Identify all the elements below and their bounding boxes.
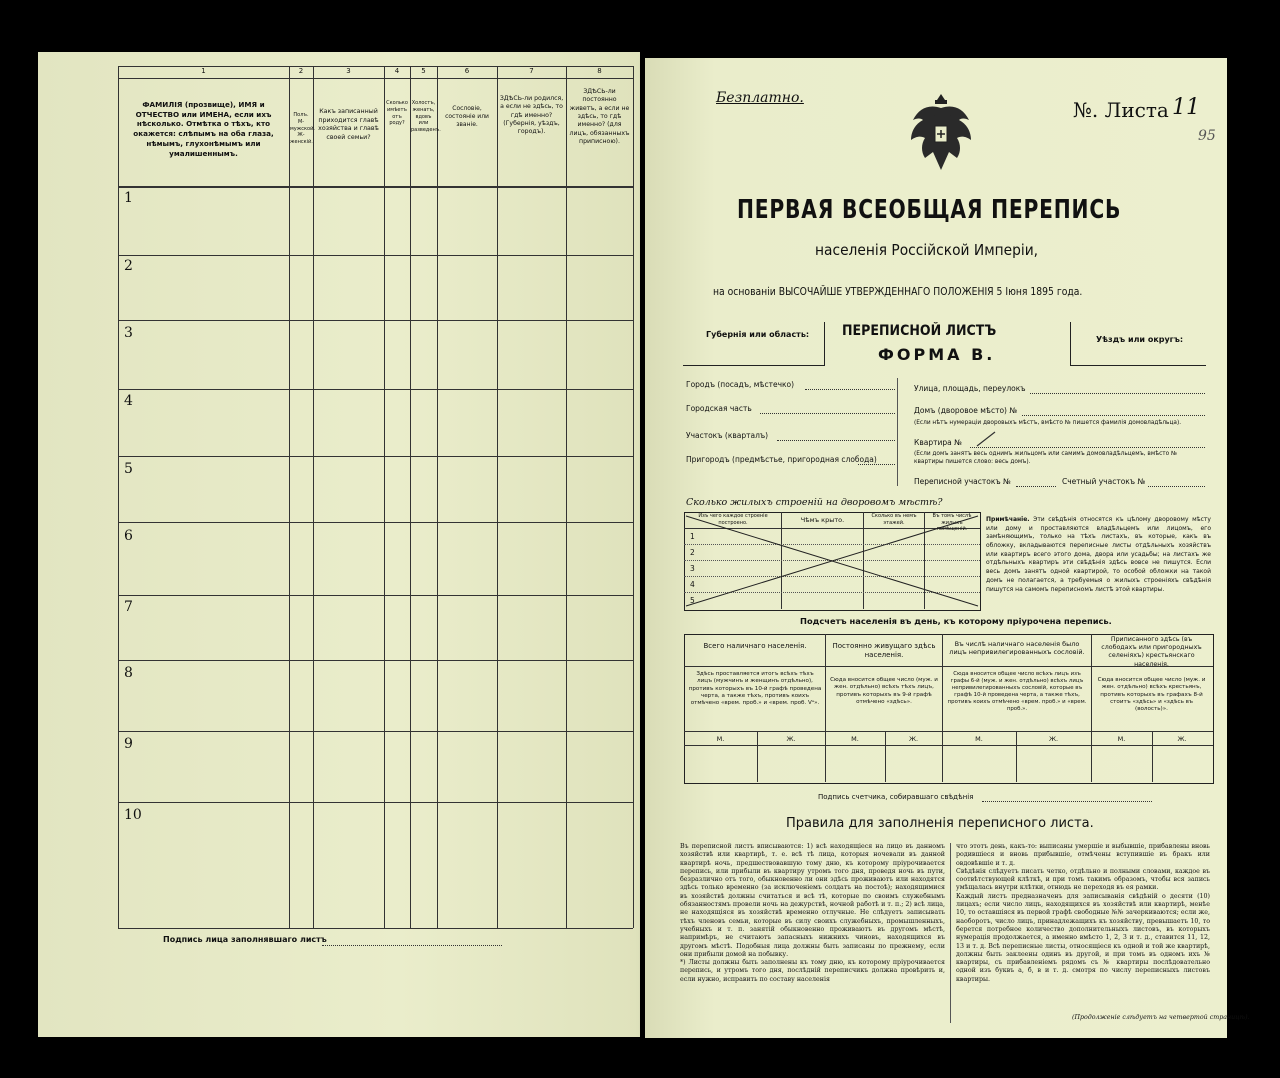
row-number: 9 — [124, 736, 133, 752]
buildings-header-floors: Сколько въ немъ этажей. — [871, 513, 917, 526]
header-estate: Сословіе, состояніе или званіе. — [445, 105, 489, 129]
sheet-number-value: 11 — [1172, 95, 1200, 120]
count-female-label: Ж. — [1177, 735, 1187, 743]
address-quarter: Участокъ (кварталъ) — [686, 431, 769, 440]
counting-district: Счетный участокъ № — [1062, 477, 1146, 486]
rules-title: Правила для заполненія переписного листа. — [786, 816, 1094, 831]
header-sex: Полъ. М-мужской. Ж-женскій. — [290, 112, 315, 145]
address-house-note: (Если нѣтъ нумераціи дворовыхъ мѣстъ, вмѣсто № пишется фамилія домовладѣльца). — [914, 420, 1182, 426]
col-num-1: 1 — [201, 67, 206, 75]
buildings-note — [986, 516, 1211, 594]
note-text: Эти свѣдѣнія относятся къ цѣлому дворовому мѣсту или дому и проставляются владѣльцемъ или лицомъ, его замѣняющимъ, только на тѣхъ листахъ, въ которые, какъ въ обложку, вкладываются переписные листы отдѣльныхъ хозяйствъ или квартиръ всего этого дома, двора или усадьбы; на листахъ же отдѣльныхъ квартиръ эти свѣдѣнія здѣсь вовсе не пишутся. Если весь домъ занятъ одной квартирой, то особой обложки на такой домъ не полагается, а требуемыя о жилыхъ строеніяхъ свѣдѣнія пишутся на самомъ переписномъ листѣ этой квартиры. — [986, 516, 1211, 593]
address-house: Домъ (дворовое мѣсто) № — [914, 406, 1018, 415]
address-suburb: Пригородъ (предмѣстье, пригородная слобода) — [686, 455, 877, 464]
address-apartment-note: (Если домъ занятъ весь однимъ жильцомъ или самимъ домовладѣльцемъ, вмѣсто № квартиры пишется слово: весь домъ). — [914, 451, 1178, 465]
address-district: Городская часть — [686, 404, 752, 413]
left-signature-label: Подпись лица заполнявшаго листъ — [163, 935, 327, 944]
col-num-8: 8 — [597, 67, 602, 75]
sheet-title: ПЕРЕПИСНОЙ ЛИСТЪ — [842, 323, 997, 339]
buildings-row-number: 1 — [690, 532, 695, 541]
count-female-label: Ж. — [908, 735, 919, 743]
count-header-permanent: Постоянно живущаго здѣсь населенія. — [832, 642, 936, 660]
header-marital: Холостъ, женатъ, вдовъ или разведенъ. — [411, 100, 441, 133]
double-headed-eagle-emblem — [905, 90, 977, 180]
header-birthplace: ЗДѢСЬ-ли родился, а если не здѣсь, то гдѣ именно? (Губернія, уѣздъ, городъ). — [499, 95, 564, 136]
header-name: ФАМИЛІЯ (прозвище), ИМЯ и ОТЧЕСТВО или ИМЕНА, если ихъ нѣсколько. Отмѣтка о тѣхъ, кто окажется: слѣпымъ на оба глаза, нѣмымъ, глухонѣмымъ или умалишеннымъ. — [133, 100, 274, 158]
count-male-label: М. — [975, 735, 983, 743]
header-relation: Какъ записанный приходится главѣ хозяйства и главѣ своей семьи? — [318, 108, 379, 141]
count-title: Подсчетъ населенія въ день, къ которому пріурочена перепись. — [800, 616, 1112, 626]
buildings-question: Сколько жилыхъ строеній на дворовомъ мѣстѣ? — [686, 497, 943, 508]
buildings-row-number: 4 — [690, 580, 695, 589]
sheet-number-label: №. Листа — [1073, 98, 1169, 122]
count-header-present: Всего наличнаго населенія. — [703, 642, 807, 650]
free-label: Безплатно. — [716, 90, 804, 106]
header-residence: ЗДѢСЬ-ли постоянно живетъ, а если не здѣсь, то гдѣ именно? (для лицъ, обязанныхъ приписною). — [569, 88, 630, 146]
title: ПЕРВАЯ ВСЕОБЩАЯ ПЕРЕПИСЬ — [737, 195, 1122, 225]
uezd-box — [1070, 322, 1206, 366]
buildings-header-material: Изъ чего каждое строеніе построено. — [698, 513, 768, 526]
row-number: 3 — [124, 325, 133, 341]
count-header-non-privileged: Въ числѣ наличнаго населенія было лицъ непривилегированныхъ сословій. — [949, 640, 1085, 657]
count-male-label: М. — [1117, 735, 1126, 743]
count-female-label: Ж. — [786, 735, 796, 743]
row-number: 8 — [124, 665, 133, 681]
rules-continued: (Продолженіе слѣдуетъ на четвертой страницѣ). — [1072, 1014, 1250, 1021]
address-city: Городъ (посадъ, мѣстечко) — [686, 380, 795, 389]
left-signature-line — [322, 945, 502, 946]
count-desc-non-privileged: Сюда вносится общее число всѣхъ лицъ изъ графы 6-й (муж. и жен. отдѣльно) всѣхъ лицъ непривилегированныхъ сословій, которые въ графѣ 10-й проведена черта, а также тѣхъ, противъ коихъ отмѣчено «врем. проб.» и «врем. проб.». — [947, 671, 1087, 713]
row-number: 6 — [124, 528, 133, 544]
address-apartment: Квартира № — [914, 438, 962, 447]
count-desc-peasant: Сюда вносится общее число (муж. и жен. отдѣльно) всѣхъ крестьянъ, противъ которыхъ въ графахъ 8-й стоитъ «здѣсь» и «здѣсь въ (волость)». — [1097, 677, 1206, 713]
col-num-4: 4 — [394, 67, 400, 75]
buildings-row-number: 3 — [690, 564, 695, 573]
row-number: 2 — [124, 258, 133, 274]
row-number: 4 — [124, 393, 133, 409]
count-male-label: М. — [716, 735, 725, 743]
margin-number: 95 — [1198, 128, 1216, 144]
basis: на основаніи ВЫСОЧАЙШЕ УТВЕРЖДЕННАГО ПОЛОЖЕНІЯ 5 Іюня 1895 года. — [713, 286, 1083, 298]
address-street: Улица, площадь, переулокъ — [914, 384, 1026, 393]
col-num-2: 2 — [298, 67, 304, 75]
header-age: Сколько имѣетъ отъ роду? — [386, 100, 408, 127]
guberniya-box — [683, 322, 825, 366]
col-num-7: 7 — [529, 67, 534, 75]
count-female-label: Ж. — [1048, 735, 1059, 743]
count-male-label: М. — [851, 735, 859, 743]
counter-signature-label: Подпись счетчика, собиравшаго свѣдѣнія — [818, 793, 974, 801]
uezd-label: Уѣздъ или округъ: — [1096, 335, 1184, 344]
buildings-row-number: 2 — [690, 548, 695, 557]
guberniya-label: Губернія или область: — [706, 330, 810, 339]
col-num-6: 6 — [464, 67, 470, 75]
counter-signature-line — [982, 801, 1152, 802]
row-number: 10 — [124, 807, 142, 823]
col-num-3: 3 — [346, 67, 351, 75]
note-title: Примѣчаніе. — [986, 516, 1030, 523]
apartment-mark — [975, 430, 999, 448]
col-num-5: 5 — [421, 67, 426, 75]
buildings-header-dwellings: Въ томъ числѣ жилыхъ помѣщеній. — [932, 513, 972, 532]
buildings-row-number: 5 — [690, 596, 695, 605]
rules-left-text: Въ переписной листъ вписываются: 1) всѣ находящіеся на лицо въ данномъ хозяйствѣ или квартирѣ, т. е. всѣ тѣ лица, которыя ночевали въ данной квартирѣ ночь, предшествовавшую тому дню, къ которому пріурочивается перепись, или прибыли въ квартиру утромъ того дня, проведя ночь въ пути, безразлично отъ того, обыкновенно ли они здѣсь проживаютъ или находятся здѣсь только временно (за исключеніемъ солдатъ на постоѣ); находящимися въ хозяйствѣ должны считаться и всѣ тѣ, которые по своимъ служебнымъ обязанностямъ провели ночь на дежурствѣ, ночной работѣ и т. п.; 2) всѣ лица, не находящіяся въ хозяйствѣ временно отлучные. Не слѣдуетъ записывать тѣхъ членовъ семьи, которые въ силу своихъ служебныхъ, промышленныхъ, учебныхъ и т. п. занятій обыкновенно проживаютъ въ другомъ мѣстѣ, напримѣръ, не считаютъ запасныхъ нижнихъ чиновъ, находящихся въ другомъ мѣстѣ. Подобныя лица должны быть записаны по прежнему, если они прибыли домой на побывку. *) Листы должны быть заполнены къ тому дню, къ которому пріурочивается перепись, и утромъ того дня, послѣдній переписчикъ должна провѣрить и, если нужно, исправить по составу населенія — [680, 843, 945, 983]
census-district: Переписной участокъ № — [914, 477, 1011, 486]
count-desc-permanent: Сюда вносится общее число (муж. и жен. отдѣльно) всѣхъ тѣхъ лицъ, противъ которыхъ въ 9-й графѣ отмѣчено «здѣсь». — [830, 677, 938, 705]
row-number: 5 — [124, 461, 133, 477]
rules-right-text: что этотъ день, какъ-то: выписаны умершіе и выбывшіе, прибавлены вновь родившіеся и вновь прибывшіе, отмѣчены вступившіе въ бракъ или овдовѣвшіе и т. д. Свѣдѣнія слѣдуетъ писать четко, отдѣльно и полными словами, каждое въ соотвѣтствующей клѣткѣ, и при томъ такимъ образомъ, чтобы вся запись умѣщалась внутри клѣтки, отнюдь не переходя въ ея рамки. Каждый листъ предназначенъ для записыванія свѣдѣній о десяти (10) лицахъ; если число лицъ, находящихся въ хозяйствѣ или квартирѣ, менѣе 10, то оставшіяся въ первой графѣ свободные №№ зачеркиваются; если же, наоборотъ, число лицъ, принадлежащихъ къ хозяйству, превышаетъ 10, то берется потребное количество дополнительныхъ листовъ, въ которыхъ нумерація продолжается, а именно вмѣсто 1, 2, 3 и т. д., ставится 11, 12, 13 и т. д. Всѣ переписные листы, относящіеся къ одной и той же квартирѣ, должны быть заклеены одинъ въ другой, и при томъ въ одномъ ихъ № квартиры, съ прибавленіемъ рядомъ съ № квартиры послѣдовательно одной изъ буквъ а, б, в и т. д. смотря по числу переписныхъ листовъ квартиры. — [956, 843, 1210, 983]
subtitle: населенія Россійской Имперіи, — [815, 241, 1039, 259]
row-number: 1 — [124, 190, 133, 206]
form-label: ФОРМА В. — [878, 345, 996, 364]
row-number: 7 — [124, 599, 133, 615]
buildings-header-roof: Чѣмъ крыто. — [800, 516, 845, 524]
count-desc-present: Здѣсь проставляется итогъ всѣхъ тѣхъ лицъ (мужчинъ и женщинъ отдѣльно), противъ которыхъ въ 10-й графѣ проведена черта, а также тѣхъ, противъ коихъ отмѣчено «врем. проб.» и «врем. проб. Vᵃ». — [688, 671, 822, 707]
count-header-peasant: Приписанного здѣсь (въ слободахъ или пригородныхъ селеніяхъ) крестьянскаго населенія. — [1101, 636, 1202, 668]
